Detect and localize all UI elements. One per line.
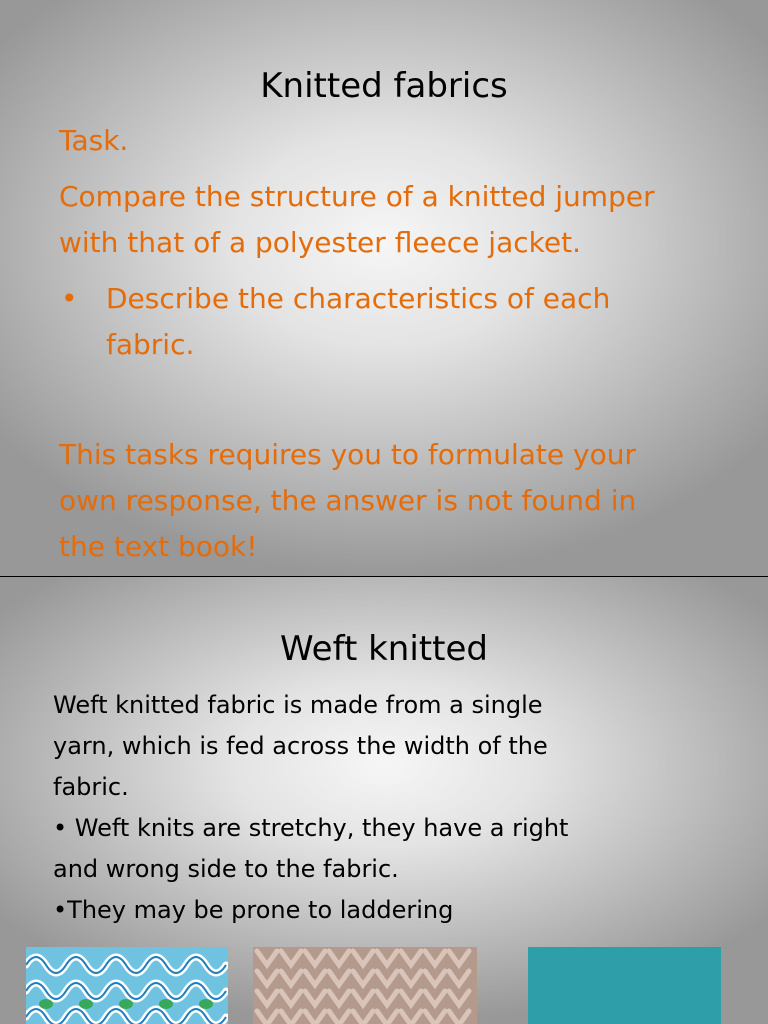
- body-line-3: fabric.: [53, 773, 129, 801]
- bullet-text-line-1: Describe the characteristics of each: [106, 282, 611, 315]
- slide-title: Knitted fabrics: [260, 66, 508, 106]
- slide-weft-knitted: [0, 577, 768, 1024]
- body-line-4: • Weft knits are stretchy, they have a right: [53, 814, 569, 842]
- body-line-6: •They may be prone to laddering: [53, 896, 454, 924]
- bullet-marker: •: [61, 282, 78, 315]
- slide-title: Weft knitted: [280, 629, 488, 669]
- note-line-1: This tasks requires you to formulate your: [59, 438, 636, 471]
- task-label: Task.: [59, 124, 129, 157]
- task-text-line-1: Compare the structure of a knitted jumper: [59, 180, 655, 213]
- bullet-text-line-2: fabric.: [106, 328, 195, 361]
- teal-fabric-swatch-image: [528, 947, 721, 1024]
- body-line-1: Weft knitted fabric is made from a single: [53, 691, 543, 719]
- body-line-2: yarn, which is fed across the width of the: [53, 732, 548, 760]
- body-line-5: and wrong side to the fabric.: [53, 855, 399, 883]
- note-line-3: the text book!: [59, 530, 258, 563]
- weft-knit-diagram-image: [26, 947, 228, 1024]
- note-line-2: own response, the answer is not found in: [59, 484, 637, 517]
- task-text-line-2: with that of a polyester fleece jacket.: [59, 226, 581, 259]
- knitted-wool-swatch-image: [253, 947, 477, 1024]
